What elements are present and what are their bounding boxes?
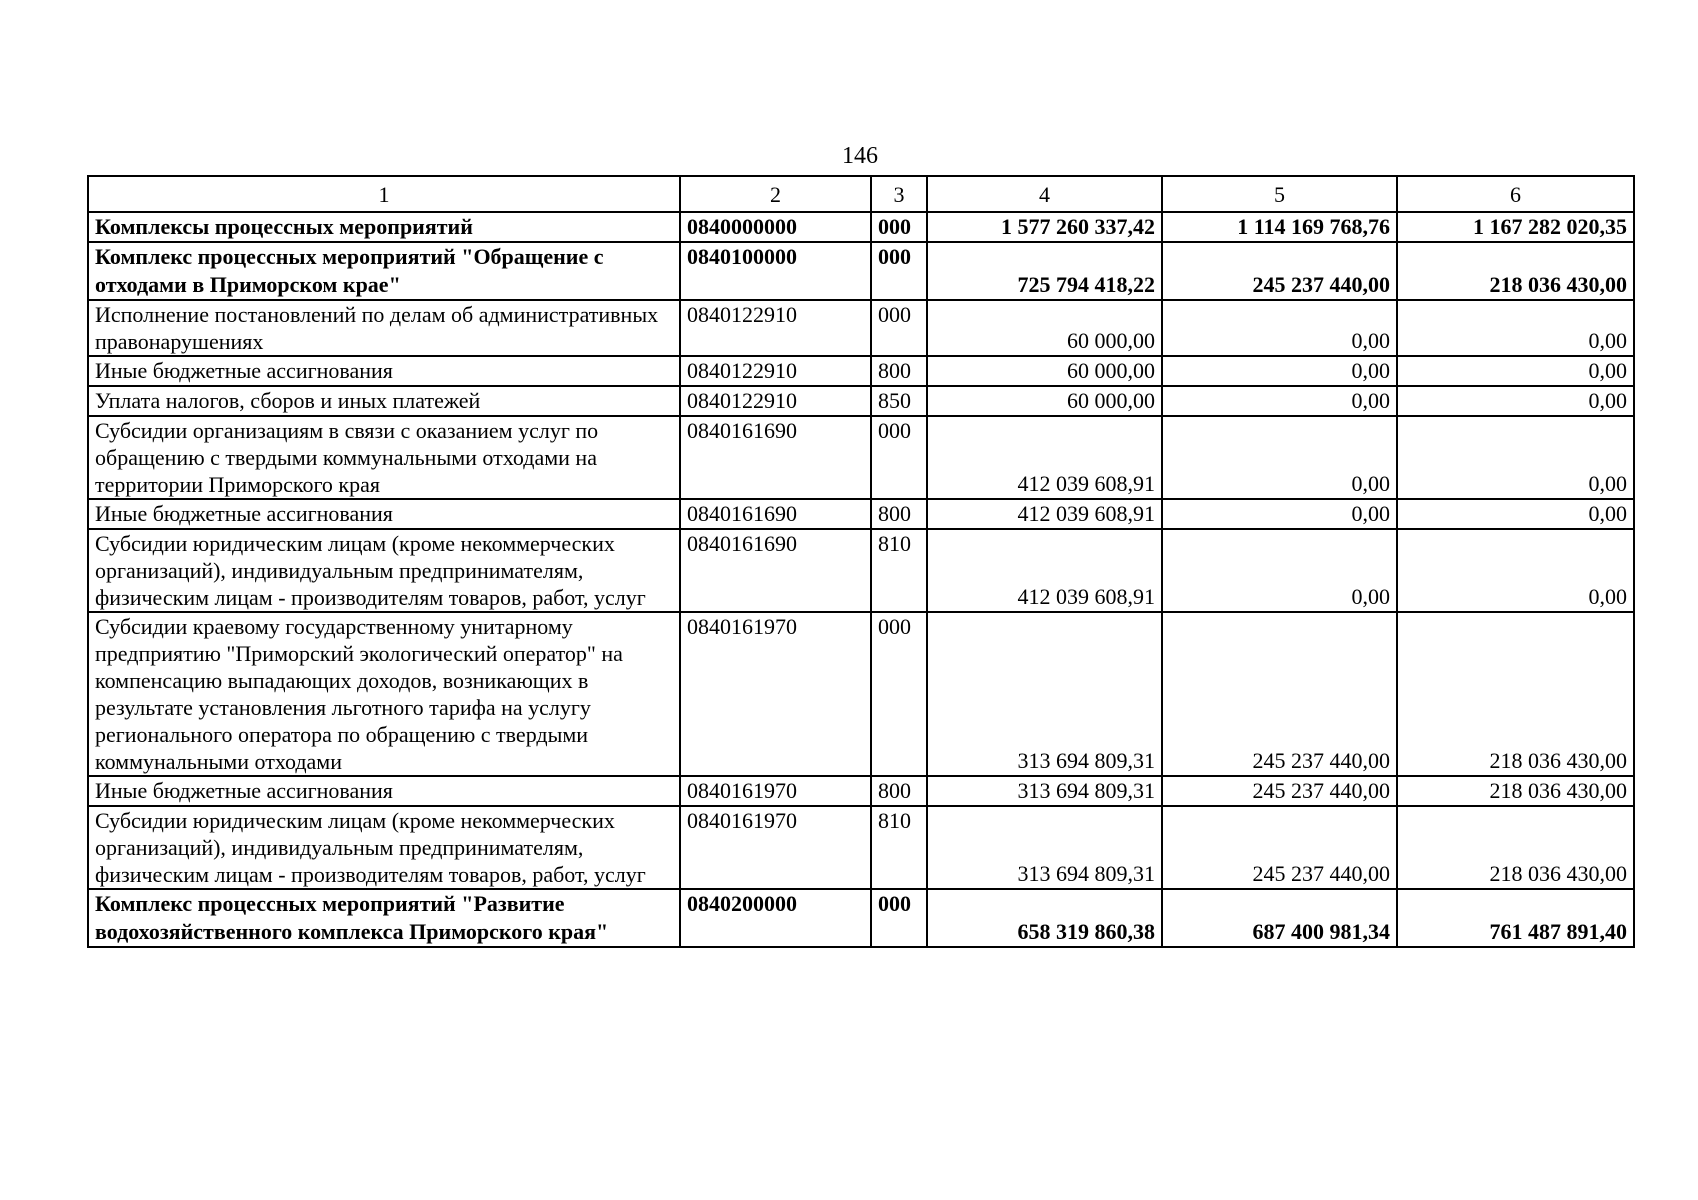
row-value-col4-cell: 313 694 809,31 xyxy=(927,776,1162,806)
row-value-col4-cell: 412 039 608,91 xyxy=(927,499,1162,529)
table-row-section xyxy=(88,889,1634,947)
row-name-cell: Субсидии краевому государственному унитарному предприятию "Приморский экологический оператор" на компенсацию выпадающих доходов, возникающих в результате установления льготного тарифа на услугу регионального оператора по обращению с твердыми коммунальными отходами xyxy=(88,612,680,776)
table-row xyxy=(88,356,1634,386)
row-code-cell: 0840161970 xyxy=(680,776,871,806)
table-row xyxy=(88,300,1634,356)
row-code-cell: 0840122910 xyxy=(680,300,871,356)
row-value-col4-cell: 60 000,00 xyxy=(927,356,1162,386)
row-type-cell: 000 xyxy=(871,212,927,242)
row-value-col5-cell: 245 237 440,00 xyxy=(1162,242,1397,300)
row-value-col5-cell: 245 237 440,00 xyxy=(1162,612,1397,776)
row-value-col5-cell: 0,00 xyxy=(1162,300,1397,356)
row-value-col5-cell: 0,00 xyxy=(1162,499,1397,529)
row-value-col5-cell: 687 400 981,34 xyxy=(1162,889,1397,947)
row-name-cell: Субсидии юридическим лицам (кроме некоммерческих организаций), индивидуальным предпринимателям, физическим лицам - производителям товаров, работ, услуг xyxy=(88,806,680,889)
row-value-col4-cell: 412 039 608,91 xyxy=(927,416,1162,499)
row-name-cell: Иные бюджетные ассигнования xyxy=(88,776,680,806)
row-value-col4-cell: 313 694 809,31 xyxy=(927,612,1162,776)
row-code-cell: 0840122910 xyxy=(680,386,871,416)
row-value-col5-cell: 0,00 xyxy=(1162,356,1397,386)
row-type-cell: 000 xyxy=(871,416,927,499)
row-value-col6-cell: 218 036 430,00 xyxy=(1397,776,1634,806)
row-value-col4-cell: 412 039 608,91 xyxy=(927,529,1162,612)
table-row xyxy=(88,806,1634,889)
column-header: 2 xyxy=(680,176,871,212)
row-name-cell: Субсидии юридическим лицам (кроме некоммерческих организаций), индивидуальным предпринимателям, физическим лицам - производителям товаров, работ, услуг xyxy=(88,529,680,612)
row-name-cell: Комплекс процессных мероприятий "Развитие водохозяйственного комплекса Приморского края" xyxy=(88,889,680,947)
row-name-cell: Уплата налогов, сборов и иных платежей xyxy=(88,386,680,416)
row-value-col5-cell: 1 114 169 768,76 xyxy=(1162,212,1397,242)
row-value-col5-cell: 245 237 440,00 xyxy=(1162,806,1397,889)
row-value-col6-cell: 0,00 xyxy=(1397,529,1634,612)
row-code-cell: 0840161690 xyxy=(680,416,871,499)
table-row xyxy=(88,416,1634,499)
table-row xyxy=(88,776,1634,806)
row-type-cell: 810 xyxy=(871,806,927,889)
table-row-section xyxy=(88,242,1634,300)
column-header: 4 xyxy=(927,176,1162,212)
row-value-col6-cell: 218 036 430,00 xyxy=(1397,612,1634,776)
row-name-cell: Комплексы процессных мероприятий xyxy=(88,212,680,242)
column-header: 1 xyxy=(88,176,680,212)
row-type-cell: 000 xyxy=(871,242,927,300)
table-row xyxy=(88,386,1634,416)
table-row-section xyxy=(88,212,1634,242)
row-value-col6-cell: 0,00 xyxy=(1397,416,1634,499)
row-type-cell: 000 xyxy=(871,300,927,356)
row-type-cell: 800 xyxy=(871,776,927,806)
row-name-cell: Субсидии организациям в связи с оказанием услуг по обращению с твердыми коммунальными отходами на территории Приморского края xyxy=(88,416,680,499)
page-number: 146 xyxy=(842,143,878,169)
row-type-cell: 800 xyxy=(871,356,927,386)
budget-table-body xyxy=(88,176,1634,947)
row-type-cell: 850 xyxy=(871,386,927,416)
row-value-col4-cell: 60 000,00 xyxy=(927,300,1162,356)
row-name-cell: Комплекс процессных мероприятий "Обращение с отходами в Приморском крае" xyxy=(88,242,680,300)
column-header-row xyxy=(88,176,1634,212)
row-value-col6-cell: 218 036 430,00 xyxy=(1397,806,1634,889)
row-code-cell: 0840161970 xyxy=(680,612,871,776)
row-code-cell: 0840122910 xyxy=(680,356,871,386)
column-header: 6 xyxy=(1397,176,1634,212)
row-value-col6-cell: 1 167 282 020,35 xyxy=(1397,212,1634,242)
row-name-cell: Исполнение постановлений по делам об административных правонарушениях xyxy=(88,300,680,356)
row-value-col5-cell: 0,00 xyxy=(1162,386,1397,416)
row-type-cell: 000 xyxy=(871,612,927,776)
row-code-cell: 0840161690 xyxy=(680,499,871,529)
budget-table xyxy=(87,175,1635,948)
row-value-col4-cell: 1 577 260 337,42 xyxy=(927,212,1162,242)
row-code-cell: 0840161970 xyxy=(680,806,871,889)
row-code-cell: 0840100000 xyxy=(680,242,871,300)
column-header: 5 xyxy=(1162,176,1397,212)
row-value-col4-cell: 725 794 418,22 xyxy=(927,242,1162,300)
table-row xyxy=(88,529,1634,612)
row-name-cell: Иные бюджетные ассигнования xyxy=(88,356,680,386)
row-value-col5-cell: 245 237 440,00 xyxy=(1162,776,1397,806)
row-value-col6-cell: 0,00 xyxy=(1397,499,1634,529)
row-value-col4-cell: 658 319 860,38 xyxy=(927,889,1162,947)
row-value-col5-cell: 0,00 xyxy=(1162,416,1397,499)
row-value-col4-cell: 60 000,00 xyxy=(927,386,1162,416)
row-value-col6-cell: 0,00 xyxy=(1397,386,1634,416)
row-value-col6-cell: 761 487 891,40 xyxy=(1397,889,1634,947)
row-value-col6-cell: 218 036 430,00 xyxy=(1397,242,1634,300)
row-value-col6-cell: 0,00 xyxy=(1397,356,1634,386)
row-value-col6-cell: 0,00 xyxy=(1397,300,1634,356)
row-type-cell: 000 xyxy=(871,889,927,947)
row-code-cell: 0840200000 xyxy=(680,889,871,947)
row-code-cell: 0840161690 xyxy=(680,529,871,612)
table-row xyxy=(88,499,1634,529)
row-code-cell: 0840000000 xyxy=(680,212,871,242)
column-header: 3 xyxy=(871,176,927,212)
row-type-cell: 800 xyxy=(871,499,927,529)
row-name-cell: Иные бюджетные ассигнования xyxy=(88,499,680,529)
table-row xyxy=(88,612,1634,776)
row-value-col5-cell: 0,00 xyxy=(1162,529,1397,612)
row-value-col4-cell: 313 694 809,31 xyxy=(927,806,1162,889)
row-type-cell: 810 xyxy=(871,529,927,612)
